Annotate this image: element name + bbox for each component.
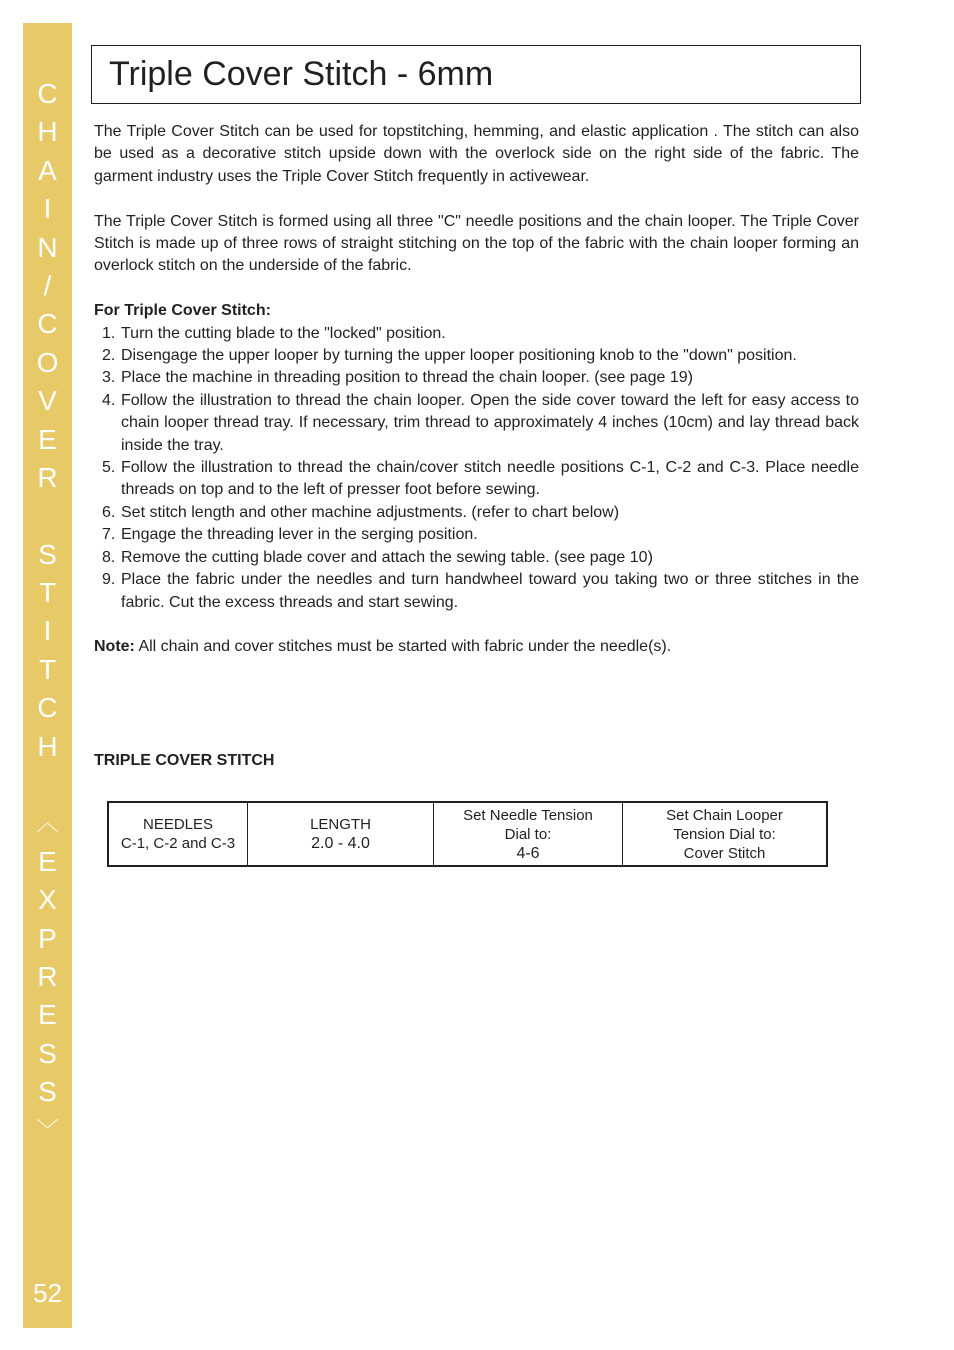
list-item: 9. Place the fabric under the needles and turn handwheel toward you taking two or three stitches in the fabric. Cut the excess threads and start sewing.: [102, 571, 859, 611]
intro-paragraph: The Triple Cover Stitch is formed using all three "C" needle positions and the chain looper. The Triple Cover Stitch is made up of three rows of straight stitching on the top of the fabric with the chain looper forming an overlock stitch on the underside of the fabric.: [94, 212, 859, 275]
needle-tension-value: 4-6: [516, 844, 540, 862]
chapter-sidebar: [23, 23, 72, 1328]
sidebar-letter: S: [38, 1076, 57, 1108]
sidebar-letter: I: [43, 193, 52, 225]
sidebar-letter: A: [38, 154, 57, 186]
sidebar-letter: [23, 766, 72, 804]
list-item: 2. Disengage the upper looper by turning the upper looper positioning knob to the "down" position.: [102, 347, 797, 365]
body-content: [94, 121, 859, 659]
sidebar-letter: R: [37, 960, 58, 992]
sidebar-letter: S: [38, 1037, 57, 1069]
page-number: 52: [33, 1278, 62, 1308]
sidebar-letter: R: [37, 461, 58, 493]
steps-list: [94, 323, 859, 614]
looper-tension-cell: [623, 802, 828, 866]
settings-table: [107, 801, 828, 867]
table-row: [108, 802, 827, 866]
list-item: 8. Remove the cutting blade cover and attach the sewing table. (see page 10): [102, 548, 653, 566]
sidebar-letter: H: [37, 730, 58, 762]
needles-label: NEEDLES: [142, 816, 214, 833]
sidebar-letter: T: [38, 653, 57, 685]
caret-down-icon: ﹀: [36, 1117, 59, 1143]
length-value: 2.0 - 4.0: [311, 835, 370, 852]
list-item: 3. Place the machine in threading position to thread the chain looper. (see page 19): [102, 369, 693, 387]
list-item: 1. Turn the cutting blade to the "locked" position.: [102, 324, 446, 342]
page-title: Triple Cover Stitch - 6mm: [109, 55, 494, 93]
looper-tension-value: Cover Stitch: [683, 844, 766, 862]
sidebar-letter: C: [37, 692, 58, 724]
length-cell: [248, 802, 434, 866]
note-label: Note:: [94, 638, 135, 656]
chapter-title-vertical: [23, 75, 72, 1150]
note-text: All chain and cover stitches must be started with fabric under the needle(s).: [134, 638, 672, 656]
needles-cell: [108, 802, 248, 866]
list-item: 7. Engage the threading lever in the serging position.: [102, 526, 478, 544]
list-item: 5. Follow the illustration to thread the chain/cover stitch needle positions C-1, C-2 and C-3. Place needle threads on top and to the left of presser foot before sewing.: [102, 459, 859, 499]
looper-tension-label: Tension Dial to:: [673, 825, 776, 843]
sidebar-letter: V: [38, 385, 57, 417]
title-box: [91, 45, 861, 104]
sidebar-letter: [23, 497, 72, 535]
list-item: 4. Follow the illustration to thread the chain looper. Open the side cover toward the left for easy access to chain looper thread tray. If necessary, trim thread to approximately 4 inches (10cm) and lay thread back inside the tray.: [102, 391, 859, 454]
table-heading: TRIPLE COVER STITCH: [94, 752, 275, 769]
needle-tension-cell: [434, 802, 623, 866]
needle-tension-label: Dial to:: [504, 825, 552, 843]
length-label: LENGTH: [310, 816, 371, 833]
intro-paragraph: The Triple Cover Stitch can be used for topstitching, hemming, and elastic application . The stitch can also be used as a decorative stitch upside down with the overlock side on the right side of the fabric. The garment industry uses the Triple Cover Stitch frequently in activewear.: [94, 123, 859, 185]
sidebar-letter: H: [37, 116, 58, 148]
needle-tension-label: Set Needle Tension: [463, 806, 593, 824]
sidebar-letter: T: [38, 577, 57, 609]
sidebar-letter: N: [37, 231, 58, 263]
sidebar-letter: O: [36, 346, 59, 378]
list-item: 6. Set stitch length and other machine adjustments. (refer to chart below): [102, 503, 620, 521]
sidebar-letter: E: [38, 423, 57, 455]
sidebar-letter: I: [43, 615, 52, 647]
sidebar-letter: E: [38, 845, 57, 877]
sidebar-letter: E: [38, 999, 57, 1031]
looper-tension-label: Set Chain Looper: [666, 806, 783, 824]
sidebar-letter: S: [38, 538, 57, 570]
caret-up-icon: ︿: [36, 810, 59, 836]
sidebar-letter: C: [37, 78, 58, 109]
note-paragraph: [94, 636, 859, 658]
sidebar-letter: C: [37, 308, 58, 340]
sidebar-letter: P: [38, 922, 57, 954]
steps-heading: For Triple Cover Stitch:: [94, 302, 271, 320]
needles-value: C-1, C-2 and C-3: [120, 835, 236, 852]
sidebar-letter: /: [43, 269, 52, 301]
sidebar-letter: X: [38, 884, 57, 916]
